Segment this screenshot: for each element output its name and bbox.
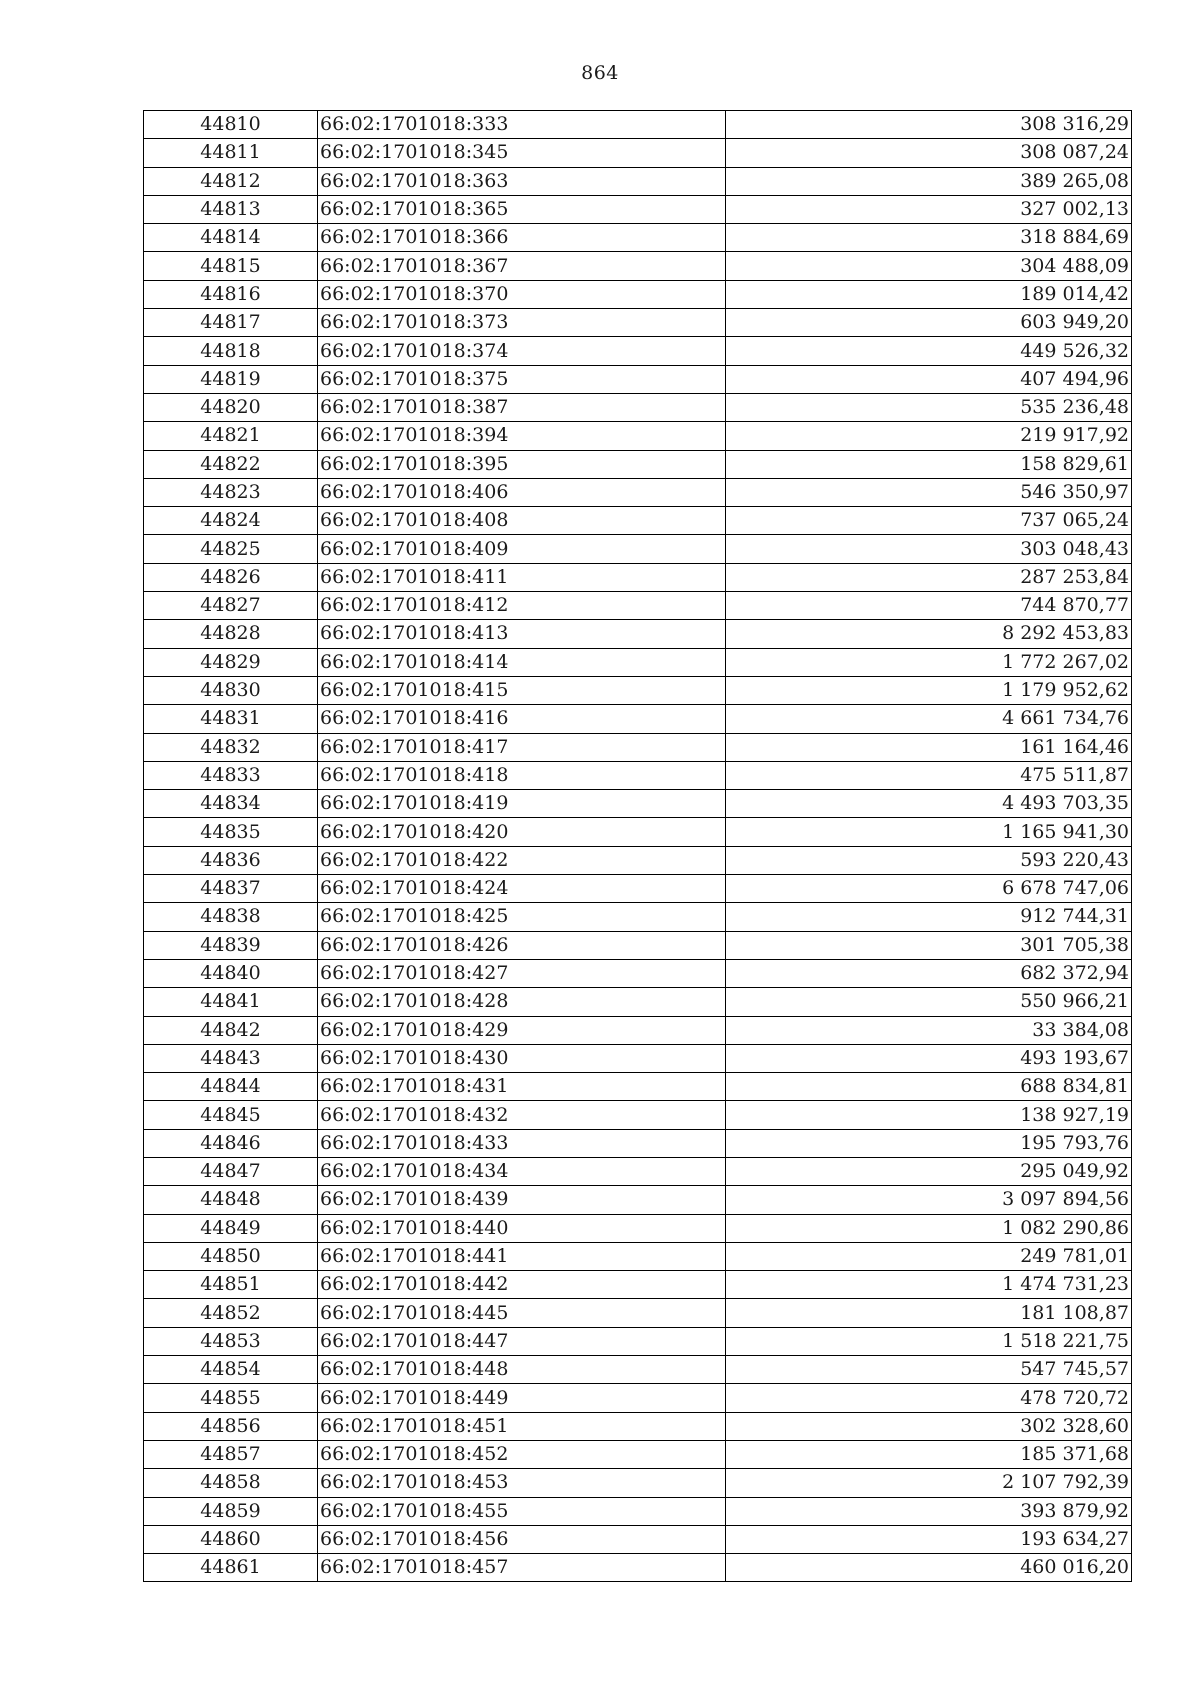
cadastral-number-cell: 66:02:1701018:451	[318, 1412, 726, 1440]
cadastral-value-cell: 158 829,61	[726, 450, 1132, 478]
cadastral-value-cell: 1 179 952,62	[726, 676, 1132, 704]
cadastral-number-cell: 66:02:1701018:426	[318, 931, 726, 959]
cadastral-value-cell: 4 661 734,76	[726, 705, 1132, 733]
cadastral-value-cell: 389 265,08	[726, 167, 1132, 195]
cadastral-value-cell: 6 678 747,06	[726, 875, 1132, 903]
cadastral-number-cell: 66:02:1701018:425	[318, 903, 726, 931]
table-row	[144, 1157, 1132, 1185]
cadastral-value-cell: 308 087,24	[726, 139, 1132, 167]
row-number-cell: 44861	[144, 1554, 318, 1582]
row-number-cell: 44819	[144, 365, 318, 393]
cadastral-value-cell: 593 220,43	[726, 846, 1132, 874]
cadastral-number-cell: 66:02:1701018:415	[318, 676, 726, 704]
row-number-cell: 44850	[144, 1242, 318, 1270]
cadastral-value-cell: 249 781,01	[726, 1242, 1132, 1270]
cadastral-number-cell: 66:02:1701018:345	[318, 139, 726, 167]
cadastral-value-cell: 407 494,96	[726, 365, 1132, 393]
row-number-cell: 44820	[144, 393, 318, 421]
table-row	[144, 507, 1132, 535]
cadastral-value-cell: 682 372,94	[726, 959, 1132, 987]
cadastral-value-cell: 195 793,76	[726, 1129, 1132, 1157]
table-row	[144, 931, 1132, 959]
table-row	[144, 875, 1132, 903]
cadastral-number-cell: 66:02:1701018:408	[318, 507, 726, 535]
row-number-cell: 44816	[144, 280, 318, 308]
row-number-cell: 44841	[144, 988, 318, 1016]
cadastral-number-cell: 66:02:1701018:422	[318, 846, 726, 874]
cadastral-value-cell: 535 236,48	[726, 393, 1132, 421]
cadastral-value-cell: 8 292 453,83	[726, 620, 1132, 648]
table-row	[144, 1299, 1132, 1327]
cadastral-number-cell: 66:02:1701018:441	[318, 1242, 726, 1270]
row-number-cell: 44812	[144, 167, 318, 195]
table-row	[144, 1440, 1132, 1468]
table-row	[144, 450, 1132, 478]
row-number-cell: 44824	[144, 507, 318, 535]
cadastral-number-cell: 66:02:1701018:453	[318, 1469, 726, 1497]
table-row	[144, 1101, 1132, 1129]
row-number-cell: 44813	[144, 195, 318, 223]
cadastral-value-cell: 449 526,32	[726, 337, 1132, 365]
cadastral-value-cell: 287 253,84	[726, 563, 1132, 591]
table-row	[144, 1356, 1132, 1384]
cadastral-number-cell: 66:02:1701018:456	[318, 1525, 726, 1553]
row-number-cell: 44840	[144, 959, 318, 987]
cadastral-number-cell: 66:02:1701018:375	[318, 365, 726, 393]
cadastral-value-cell: 912 744,31	[726, 903, 1132, 931]
row-number-cell: 44854	[144, 1356, 318, 1384]
table-row	[144, 1469, 1132, 1497]
table-row	[144, 1525, 1132, 1553]
row-number-cell: 44853	[144, 1327, 318, 1355]
cadastral-value-cell: 189 014,42	[726, 280, 1132, 308]
cadastral-number-cell: 66:02:1701018:433	[318, 1129, 726, 1157]
table-row	[144, 1327, 1132, 1355]
table-row	[144, 195, 1132, 223]
table-row	[144, 705, 1132, 733]
cadastral-number-cell: 66:02:1701018:419	[318, 790, 726, 818]
cadastral-value-cell: 460 016,20	[726, 1554, 1132, 1582]
cadastral-value-table	[143, 110, 1132, 1582]
row-number-cell: 44833	[144, 761, 318, 789]
cadastral-number-cell: 66:02:1701018:365	[318, 195, 726, 223]
table-row	[144, 1384, 1132, 1412]
cadastral-value-cell: 1 518 221,75	[726, 1327, 1132, 1355]
row-number-cell: 44818	[144, 337, 318, 365]
cadastral-number-cell: 66:02:1701018:413	[318, 620, 726, 648]
cadastral-value-cell: 185 371,68	[726, 1440, 1132, 1468]
cadastral-number-cell: 66:02:1701018:387	[318, 393, 726, 421]
row-number-cell: 44829	[144, 648, 318, 676]
table-row	[144, 988, 1132, 1016]
cadastral-number-cell: 66:02:1701018:366	[318, 224, 726, 252]
cadastral-value-cell: 303 048,43	[726, 535, 1132, 563]
cadastral-number-cell: 66:02:1701018:445	[318, 1299, 726, 1327]
row-number-cell: 44842	[144, 1016, 318, 1044]
row-number-cell: 44857	[144, 1440, 318, 1468]
row-number-cell: 44855	[144, 1384, 318, 1412]
cadastral-number-cell: 66:02:1701018:429	[318, 1016, 726, 1044]
row-number-cell: 44823	[144, 478, 318, 506]
row-number-cell: 44827	[144, 592, 318, 620]
cadastral-number-cell: 66:02:1701018:420	[318, 818, 726, 846]
table-row	[144, 252, 1132, 280]
table-row	[144, 280, 1132, 308]
table-row	[144, 1186, 1132, 1214]
cadastral-value-cell: 546 350,97	[726, 478, 1132, 506]
cadastral-number-cell: 66:02:1701018:427	[318, 959, 726, 987]
cadastral-value-cell: 493 193,67	[726, 1044, 1132, 1072]
row-number-cell: 44830	[144, 676, 318, 704]
row-number-cell: 44858	[144, 1469, 318, 1497]
cadastral-value-cell: 2 107 792,39	[726, 1469, 1132, 1497]
row-number-cell: 44817	[144, 309, 318, 337]
cadastral-number-cell: 66:02:1701018:394	[318, 422, 726, 450]
row-number-cell: 44859	[144, 1497, 318, 1525]
cadastral-value-cell: 219 917,92	[726, 422, 1132, 450]
row-number-cell: 44832	[144, 733, 318, 761]
row-number-cell: 44851	[144, 1271, 318, 1299]
table-row	[144, 959, 1132, 987]
cadastral-number-cell: 66:02:1701018:428	[318, 988, 726, 1016]
row-number-cell: 44828	[144, 620, 318, 648]
row-number-cell: 44856	[144, 1412, 318, 1440]
table-row	[144, 1271, 1132, 1299]
cadastral-value-cell: 181 108,87	[726, 1299, 1132, 1327]
row-number-cell: 44811	[144, 139, 318, 167]
row-number-cell: 44831	[144, 705, 318, 733]
cadastral-number-cell: 66:02:1701018:430	[318, 1044, 726, 1072]
table-row	[144, 761, 1132, 789]
cadastral-number-cell: 66:02:1701018:411	[318, 563, 726, 591]
table-row	[144, 1497, 1132, 1525]
table-row	[144, 337, 1132, 365]
cadastral-value-cell: 603 949,20	[726, 309, 1132, 337]
table-row	[144, 846, 1132, 874]
cadastral-number-cell: 66:02:1701018:416	[318, 705, 726, 733]
cadastral-value-cell: 193 634,27	[726, 1525, 1132, 1553]
row-number-cell: 44825	[144, 535, 318, 563]
table-row	[144, 563, 1132, 591]
row-number-cell: 44834	[144, 790, 318, 818]
cadastral-number-cell: 66:02:1701018:449	[318, 1384, 726, 1412]
cadastral-value-cell: 1 082 290,86	[726, 1214, 1132, 1242]
row-number-cell: 44810	[144, 111, 318, 139]
cadastral-value-cell: 138 927,19	[726, 1101, 1132, 1129]
table-row	[144, 422, 1132, 450]
cadastral-number-cell: 66:02:1701018:417	[318, 733, 726, 761]
table-row	[144, 1129, 1132, 1157]
row-number-cell: 44846	[144, 1129, 318, 1157]
cadastral-value-cell: 737 065,24	[726, 507, 1132, 535]
row-number-cell: 44849	[144, 1214, 318, 1242]
table-row	[144, 818, 1132, 846]
cadastral-value-cell: 393 879,92	[726, 1497, 1132, 1525]
row-number-cell: 44821	[144, 422, 318, 450]
cadastral-number-cell: 66:02:1701018:431	[318, 1073, 726, 1101]
cadastral-value-cell: 301 705,38	[726, 931, 1132, 959]
cadastral-value-cell: 161 164,46	[726, 733, 1132, 761]
row-number-cell: 44852	[144, 1299, 318, 1327]
cadastral-number-cell: 66:02:1701018:333	[318, 111, 726, 139]
row-number-cell: 44843	[144, 1044, 318, 1072]
cadastral-value-cell: 4 493 703,35	[726, 790, 1132, 818]
table-row	[144, 592, 1132, 620]
row-number-cell: 44826	[144, 563, 318, 591]
cadastral-number-cell: 66:02:1701018:447	[318, 1327, 726, 1355]
table-row	[144, 139, 1132, 167]
row-number-cell: 44822	[144, 450, 318, 478]
cadastral-number-cell: 66:02:1701018:432	[318, 1101, 726, 1129]
table-row	[144, 478, 1132, 506]
cadastral-value-cell: 688 834,81	[726, 1073, 1132, 1101]
row-number-cell: 44838	[144, 903, 318, 931]
row-number-cell: 44836	[144, 846, 318, 874]
cadastral-number-cell: 66:02:1701018:455	[318, 1497, 726, 1525]
cadastral-number-cell: 66:02:1701018:418	[318, 761, 726, 789]
row-number-cell: 44844	[144, 1073, 318, 1101]
cadastral-number-cell: 66:02:1701018:406	[318, 478, 726, 506]
row-number-cell: 44815	[144, 252, 318, 280]
table-row	[144, 309, 1132, 337]
cadastral-value-cell: 1 772 267,02	[726, 648, 1132, 676]
table-row	[144, 1044, 1132, 1072]
cadastral-value-cell: 318 884,69	[726, 224, 1132, 252]
cadastral-value-cell: 3 097 894,56	[726, 1186, 1132, 1214]
cadastral-value-cell: 1 474 731,23	[726, 1271, 1132, 1299]
cadastral-number-cell: 66:02:1701018:448	[318, 1356, 726, 1384]
row-number-cell: 44814	[144, 224, 318, 252]
cadastral-value-cell: 33 384,08	[726, 1016, 1132, 1044]
table-row	[144, 535, 1132, 563]
table-row	[144, 676, 1132, 704]
row-number-cell: 44845	[144, 1101, 318, 1129]
cadastral-number-cell: 66:02:1701018:409	[318, 535, 726, 563]
table-row	[144, 1214, 1132, 1242]
cadastral-value-cell: 327 002,13	[726, 195, 1132, 223]
cadastral-value-cell: 547 745,57	[726, 1356, 1132, 1384]
cadastral-number-cell: 66:02:1701018:395	[318, 450, 726, 478]
table-row	[144, 111, 1132, 139]
table-row	[144, 648, 1132, 676]
cadastral-value-cell: 308 316,29	[726, 111, 1132, 139]
table-row	[144, 1016, 1132, 1044]
cadastral-value-cell: 295 049,92	[726, 1157, 1132, 1185]
cadastral-value-cell: 304 488,09	[726, 252, 1132, 280]
row-number-cell: 44847	[144, 1157, 318, 1185]
row-number-cell: 44839	[144, 931, 318, 959]
cadastral-number-cell: 66:02:1701018:440	[318, 1214, 726, 1242]
table-row	[144, 1073, 1132, 1101]
cadastral-number-cell: 66:02:1701018:452	[318, 1440, 726, 1468]
table-row	[144, 620, 1132, 648]
cadastral-value-cell: 302 328,60	[726, 1412, 1132, 1440]
table-row	[144, 903, 1132, 931]
page-number: 864	[581, 62, 619, 84]
cadastral-number-cell: 66:02:1701018:367	[318, 252, 726, 280]
cadastral-number-cell: 66:02:1701018:442	[318, 1271, 726, 1299]
cadastral-number-cell: 66:02:1701018:374	[318, 337, 726, 365]
cadastral-value-cell: 478 720,72	[726, 1384, 1132, 1412]
row-number-cell: 44835	[144, 818, 318, 846]
row-number-cell: 44848	[144, 1186, 318, 1214]
cadastral-number-cell: 66:02:1701018:439	[318, 1186, 726, 1214]
cadastral-number-cell: 66:02:1701018:412	[318, 592, 726, 620]
row-number-cell: 44860	[144, 1525, 318, 1553]
cadastral-number-cell: 66:02:1701018:424	[318, 875, 726, 903]
cadastral-value-cell: 475 511,87	[726, 761, 1132, 789]
cadastral-number-cell: 66:02:1701018:373	[318, 309, 726, 337]
table-row	[144, 1412, 1132, 1440]
table-row	[144, 790, 1132, 818]
table-row	[144, 1242, 1132, 1270]
table-row	[144, 224, 1132, 252]
table-row	[144, 733, 1132, 761]
cadastral-value-cell: 744 870,77	[726, 592, 1132, 620]
cadastral-number-cell: 66:02:1701018:457	[318, 1554, 726, 1582]
table-row	[144, 393, 1132, 421]
cadastral-value-cell: 550 966,21	[726, 988, 1132, 1016]
cadastral-value-cell: 1 165 941,30	[726, 818, 1132, 846]
cadastral-number-cell: 66:02:1701018:370	[318, 280, 726, 308]
table-row	[144, 167, 1132, 195]
cadastral-number-cell: 66:02:1701018:414	[318, 648, 726, 676]
cadastral-number-cell: 66:02:1701018:363	[318, 167, 726, 195]
cadastral-number-cell: 66:02:1701018:434	[318, 1157, 726, 1185]
row-number-cell: 44837	[144, 875, 318, 903]
table-body	[144, 111, 1132, 1582]
table-row	[144, 365, 1132, 393]
table-row	[144, 1554, 1132, 1582]
